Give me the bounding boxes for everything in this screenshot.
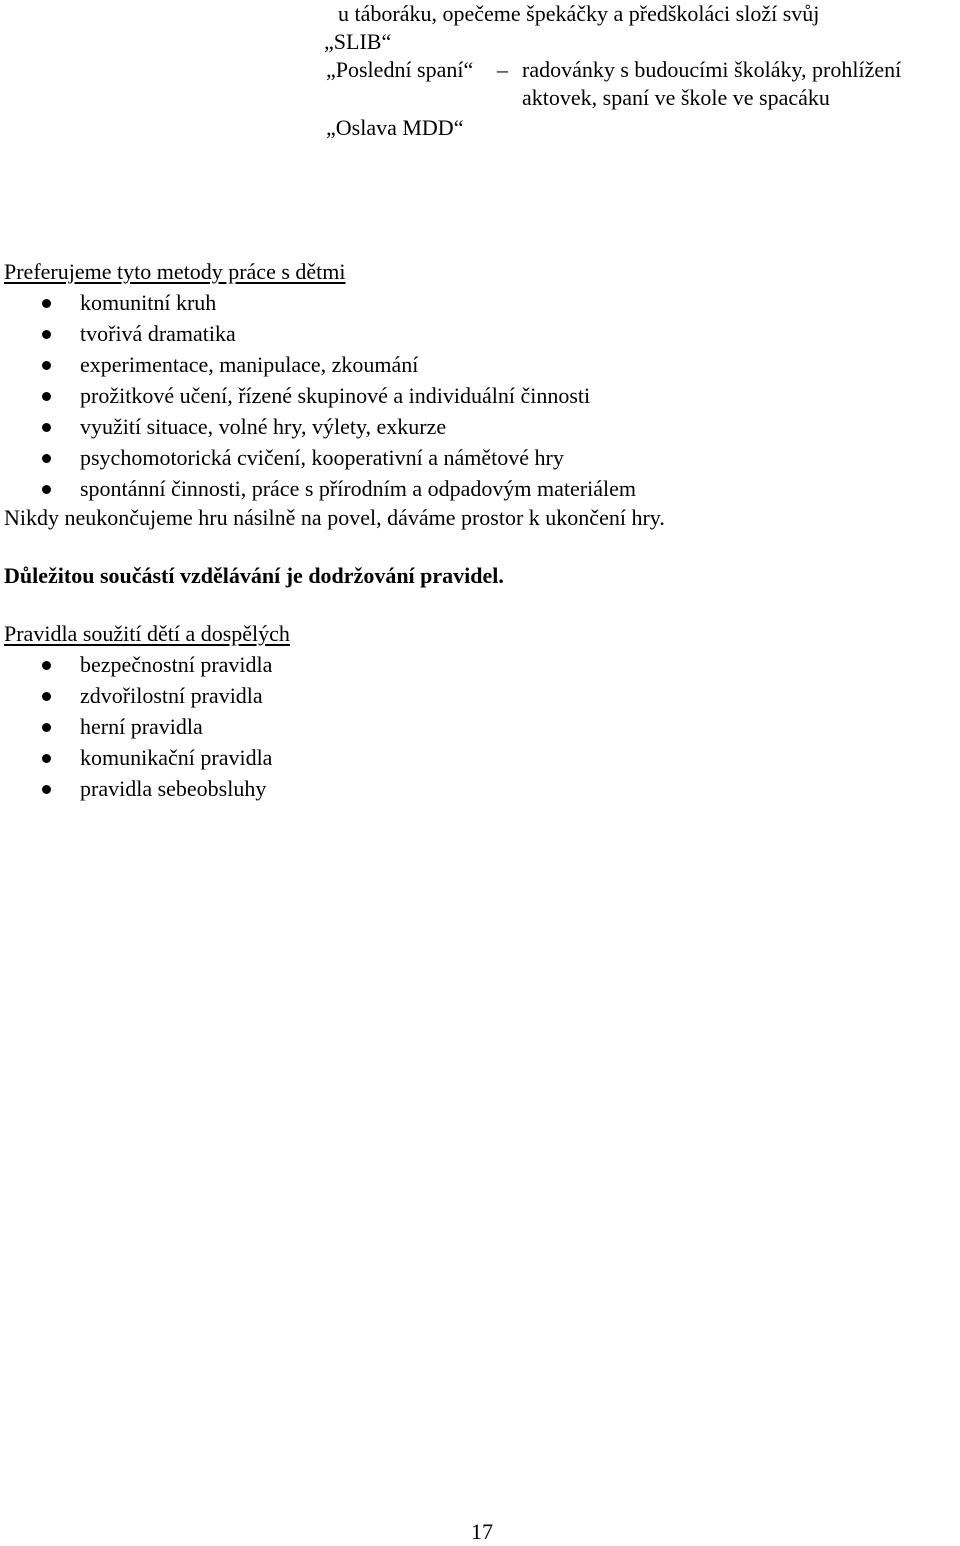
rules-emphasis: Důležitou součástí vzdělávání je dodržování pravidel.	[4, 563, 504, 588]
list-item-text: prožitkové učení, řízené skupinové a individuální činnosti	[80, 383, 591, 408]
methods-note: Nikdy neukončujeme hru násilně na povel, dáváme prostor k ukončení hry.	[4, 505, 665, 530]
list-item-text: experimentace, manipulace, zkoumání	[80, 352, 419, 377]
bullet-icon	[42, 392, 51, 401]
bullet-icon	[42, 485, 51, 494]
list-item-text: zdvořilostní pravidla	[80, 683, 263, 708]
page-number: 17	[471, 1519, 493, 1544]
posledni-spani-title: „Poslední spaní“	[326, 57, 474, 82]
oslava-mdd-line: „Oslava MDD“	[326, 115, 464, 140]
slib-line: „SLIB“	[324, 29, 392, 54]
dash: –	[497, 57, 508, 82]
list-item-text: tvořivá dramatika	[80, 321, 236, 346]
list-item-text: využití situace, volné hry, výlety, exkurze	[80, 414, 447, 439]
bullet-icon	[42, 423, 51, 432]
list-item-text: komunitní kruh	[80, 290, 217, 315]
bullet-icon	[42, 723, 51, 732]
list-item-text: psychomotorická cvičení, kooperativní a námětové hry	[80, 445, 564, 470]
bullet-icon	[42, 785, 51, 794]
rules-heading: Pravidla soužití dětí a dospělých	[4, 621, 290, 646]
bullet-icon	[42, 754, 51, 763]
list-item-text: spontánní činnosti, práce s přírodním a odpadovým materiálem	[80, 476, 636, 501]
methods-heading: Preferujeme tyto metody práce s dětmi	[4, 259, 346, 284]
bullet-icon	[42, 454, 51, 463]
bullet-icon	[42, 661, 51, 670]
list-item-text: pravidla sebeobsluhy	[80, 776, 267, 801]
bullet-icon	[42, 692, 51, 701]
list-item-text: komunikační pravidla	[80, 745, 273, 770]
continued-line-1: u táboráku, opečeme špekáčky a předškoláci složí svůj	[338, 1, 820, 26]
bullet-icon	[42, 361, 51, 370]
posledni-spani-desc-cont: aktovek, spaní ve škole ve spacáku	[522, 85, 830, 110]
posledni-spani-desc: radovánky s budoucími školáky, prohlížení	[522, 57, 902, 82]
bullet-icon	[42, 299, 51, 308]
bullet-icon	[42, 330, 51, 339]
list-item-text: bezpečnostní pravidla	[80, 652, 273, 677]
list-item-text: herní pravidla	[80, 714, 203, 739]
